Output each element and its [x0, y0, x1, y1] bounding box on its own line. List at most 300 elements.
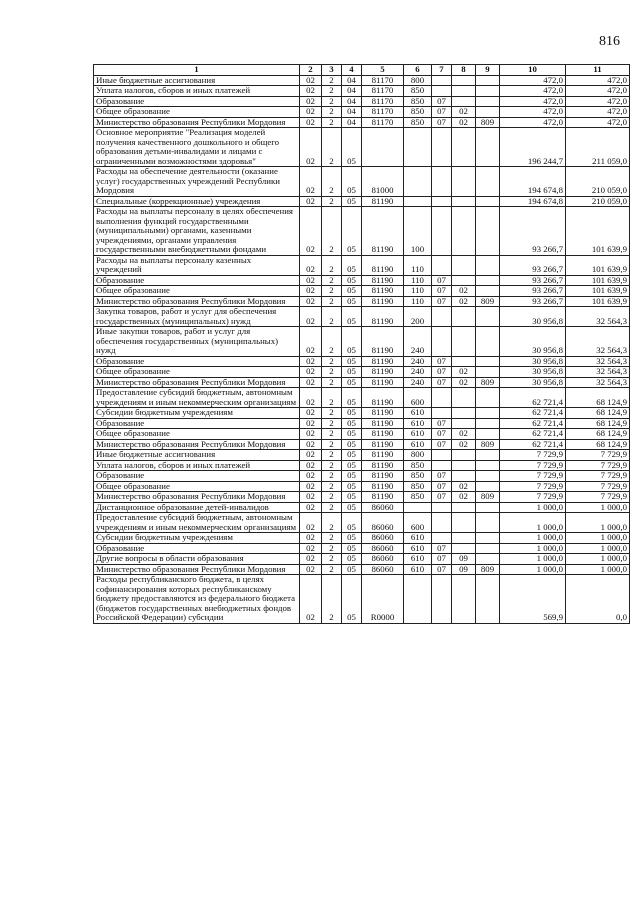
- code-csr-cell: 81170: [362, 96, 404, 107]
- row-name-cell: Иные закупки товаров, работ и услуг для обеспечения государственных (муниципальных) нужд: [94, 327, 300, 357]
- code-pp-cell: 2: [322, 543, 342, 554]
- row-name-cell: Расходы на обеспечение деятельности (оказание услуг) государственных учреждений Республики Мордовия: [94, 167, 300, 197]
- code-om-cell: 05: [342, 429, 362, 440]
- code-vr-cell: 610: [404, 418, 432, 429]
- code-grbs-cell: [476, 429, 500, 440]
- code-rz-cell: [432, 307, 452, 327]
- code-vr-cell: 100: [404, 207, 432, 256]
- code-csr-cell: 81170: [362, 86, 404, 97]
- code-pr-cell: [452, 327, 476, 357]
- code-csr-cell: 81190: [362, 286, 404, 297]
- table-row: [94, 471, 630, 482]
- code-vr-cell: 850: [404, 471, 432, 482]
- table-row: [94, 275, 630, 286]
- code-pr-cell: [452, 96, 476, 107]
- code-pr-cell: 02: [452, 107, 476, 118]
- page-number: 816: [599, 34, 620, 49]
- code-gp-cell: 02: [300, 286, 322, 297]
- code-pr-cell: [452, 196, 476, 207]
- amount-year-2-cell: 210 059,0: [566, 167, 630, 197]
- code-pr-cell: [452, 471, 476, 482]
- amount-year-1-cell: 472,0: [500, 75, 566, 86]
- code-rz-cell: [432, 255, 452, 275]
- table-row: [94, 377, 630, 388]
- table-row: [94, 117, 630, 128]
- row-name-cell: Образование: [94, 418, 300, 429]
- code-rz-cell: [432, 86, 452, 97]
- column-header: 4: [342, 65, 362, 76]
- amount-year-1-cell: 62 721,4: [500, 418, 566, 429]
- code-gp-cell: 02: [300, 502, 322, 513]
- code-grbs-cell: [476, 533, 500, 544]
- amount-year-1-cell: 7 729,9: [500, 481, 566, 492]
- amount-year-1-cell: 472,0: [500, 107, 566, 118]
- code-pr-cell: [452, 513, 476, 533]
- code-vr-cell: 110: [404, 275, 432, 286]
- code-grbs-cell: [476, 275, 500, 286]
- code-rz-cell: [432, 75, 452, 86]
- code-csr-cell: 81190: [362, 439, 404, 450]
- code-gp-cell: 02: [300, 327, 322, 357]
- code-vr-cell: 240: [404, 377, 432, 388]
- code-csr-cell: 81190: [362, 207, 404, 256]
- code-pp-cell: 2: [322, 564, 342, 575]
- code-csr-cell: 81190: [362, 418, 404, 429]
- table-row: [94, 96, 630, 107]
- code-grbs-cell: [476, 86, 500, 97]
- code-gp-cell: 02: [300, 388, 322, 408]
- code-vr-cell: 850: [404, 492, 432, 503]
- code-gp-cell: 02: [300, 275, 322, 286]
- code-pr-cell: 02: [452, 286, 476, 297]
- row-name-cell: Общее образование: [94, 286, 300, 297]
- code-pp-cell: 2: [322, 460, 342, 471]
- code-gp-cell: 02: [300, 356, 322, 367]
- code-gp-cell: 02: [300, 429, 322, 440]
- code-rz-cell: 07: [432, 554, 452, 565]
- amount-year-1-cell: 62 721,4: [500, 408, 566, 419]
- table-row: [94, 107, 630, 118]
- row-name-cell: Субсидии бюджетным учреждениям: [94, 408, 300, 419]
- code-csr-cell: 81190: [362, 367, 404, 378]
- code-om-cell: 05: [342, 554, 362, 565]
- code-gp-cell: 02: [300, 408, 322, 419]
- amount-year-2-cell: 7 729,9: [566, 492, 630, 503]
- code-pp-cell: 2: [322, 255, 342, 275]
- code-csr-cell: 81190: [362, 408, 404, 419]
- row-name-cell: Расходы на выплаты персоналу в целях обеспечения выполнения функций государственными (муниципальными) органами, казенными учреждениями, органами управления государственными внебюджетными фондами: [94, 207, 300, 256]
- column-header: 8: [452, 65, 476, 76]
- amount-year-2-cell: 68 124,9: [566, 388, 630, 408]
- row-name-cell: Образование: [94, 356, 300, 367]
- row-name-cell: Общее образование: [94, 481, 300, 492]
- code-om-cell: 04: [342, 117, 362, 128]
- table-row: [94, 502, 630, 513]
- amount-year-2-cell: 472,0: [566, 86, 630, 97]
- code-om-cell: 05: [342, 307, 362, 327]
- table-row: [94, 367, 630, 378]
- table-row: [94, 418, 630, 429]
- budget-table: [93, 64, 630, 624]
- code-rz-cell: 07: [432, 107, 452, 118]
- code-rz-cell: [432, 167, 452, 197]
- amount-year-1-cell: 1 000,0: [500, 543, 566, 554]
- code-vr-cell: 850: [404, 481, 432, 492]
- code-rz-cell: [432, 388, 452, 408]
- code-rz-cell: [432, 196, 452, 207]
- code-gp-cell: 02: [300, 492, 322, 503]
- code-grbs-cell: 809: [476, 377, 500, 388]
- amount-year-2-cell: 1 000,0: [566, 554, 630, 565]
- code-gp-cell: 02: [300, 450, 322, 461]
- code-pp-cell: 2: [322, 408, 342, 419]
- code-gp-cell: 02: [300, 128, 322, 167]
- code-pp-cell: 2: [322, 307, 342, 327]
- code-om-cell: 05: [342, 481, 362, 492]
- code-pr-cell: [452, 418, 476, 429]
- column-header: 6: [404, 65, 432, 76]
- table-row: [94, 408, 630, 419]
- code-pp-cell: 2: [322, 471, 342, 482]
- code-om-cell: 05: [342, 286, 362, 297]
- row-name-cell: Образование: [94, 96, 300, 107]
- code-om-cell: 04: [342, 96, 362, 107]
- code-grbs-cell: 809: [476, 564, 500, 575]
- code-vr-cell: 610: [404, 564, 432, 575]
- code-rz-cell: 07: [432, 377, 452, 388]
- code-pr-cell: 09: [452, 564, 476, 575]
- code-pr-cell: 09: [452, 554, 476, 565]
- table-row: [94, 460, 630, 471]
- code-pr-cell: [452, 543, 476, 554]
- code-grbs-cell: [476, 408, 500, 419]
- table-row: [94, 296, 630, 307]
- code-pr-cell: [452, 307, 476, 327]
- code-rz-cell: 07: [432, 439, 452, 450]
- code-om-cell: 05: [342, 167, 362, 197]
- code-grbs-cell: [476, 255, 500, 275]
- code-pr-cell: [452, 167, 476, 197]
- code-rz-cell: [432, 575, 452, 624]
- code-vr-cell: 610: [404, 439, 432, 450]
- amount-year-2-cell: 101 639,9: [566, 275, 630, 286]
- code-om-cell: 05: [342, 388, 362, 408]
- code-pp-cell: 2: [322, 450, 342, 461]
- code-pp-cell: 2: [322, 327, 342, 357]
- amount-year-2-cell: 1 000,0: [566, 533, 630, 544]
- code-csr-cell: 86060: [362, 543, 404, 554]
- table-row: [94, 327, 630, 357]
- column-header: 9: [476, 65, 500, 76]
- code-grbs-cell: [476, 356, 500, 367]
- table-row: [94, 429, 630, 440]
- column-header: 10: [500, 65, 566, 76]
- code-pp-cell: 2: [322, 96, 342, 107]
- table-row: [94, 207, 630, 256]
- code-rz-cell: 07: [432, 492, 452, 503]
- code-csr-cell: 81170: [362, 117, 404, 128]
- code-csr-cell: 81190: [362, 196, 404, 207]
- code-pp-cell: 2: [322, 388, 342, 408]
- table-row: [94, 554, 630, 565]
- code-rz-cell: [432, 450, 452, 461]
- code-pr-cell: [452, 533, 476, 544]
- code-pp-cell: 2: [322, 117, 342, 128]
- code-csr-cell: 81190: [362, 275, 404, 286]
- amount-year-2-cell: 1 000,0: [566, 564, 630, 575]
- amount-year-2-cell: 68 124,9: [566, 439, 630, 450]
- code-om-cell: 05: [342, 418, 362, 429]
- amount-year-1-cell: 1 000,0: [500, 564, 566, 575]
- amount-year-2-cell: 1 000,0: [566, 513, 630, 533]
- code-grbs-cell: [476, 502, 500, 513]
- amount-year-1-cell: 7 729,9: [500, 460, 566, 471]
- code-vr-cell: 200: [404, 307, 432, 327]
- code-om-cell: 05: [342, 255, 362, 275]
- code-pr-cell: 02: [452, 481, 476, 492]
- code-om-cell: 05: [342, 196, 362, 207]
- code-rz-cell: 07: [432, 481, 452, 492]
- code-rz-cell: 07: [432, 356, 452, 367]
- code-om-cell: 05: [342, 460, 362, 471]
- amount-year-1-cell: 1 000,0: [500, 513, 566, 533]
- row-name-cell: Иные бюджетные ассигнования: [94, 450, 300, 461]
- code-grbs-cell: [476, 307, 500, 327]
- amount-year-2-cell: 472,0: [566, 75, 630, 86]
- row-name-cell: Закупка товаров, работ и услуг для обеспечения государственных (муниципальных) нужд: [94, 307, 300, 327]
- column-header: 3: [322, 65, 342, 76]
- code-gp-cell: 02: [300, 117, 322, 128]
- row-name-cell: Уплата налогов, сборов и иных платежей: [94, 86, 300, 97]
- table-row: [94, 543, 630, 554]
- code-pr-cell: 02: [452, 117, 476, 128]
- code-rz-cell: 07: [432, 296, 452, 307]
- code-rz-cell: 07: [432, 543, 452, 554]
- code-om-cell: 05: [342, 439, 362, 450]
- code-om-cell: 05: [342, 450, 362, 461]
- code-pr-cell: [452, 575, 476, 624]
- code-gp-cell: 02: [300, 439, 322, 450]
- code-pp-cell: 2: [322, 107, 342, 118]
- code-pr-cell: [452, 502, 476, 513]
- code-pr-cell: [452, 275, 476, 286]
- code-vr-cell: 850: [404, 117, 432, 128]
- code-rz-cell: [432, 207, 452, 256]
- amount-year-1-cell: 30 956,8: [500, 356, 566, 367]
- code-rz-cell: 07: [432, 275, 452, 286]
- code-gp-cell: 02: [300, 554, 322, 565]
- code-om-cell: 05: [342, 377, 362, 388]
- amount-year-1-cell: 30 956,8: [500, 327, 566, 357]
- code-om-cell: 04: [342, 107, 362, 118]
- code-vr-cell: 800: [404, 450, 432, 461]
- table-row: [94, 450, 630, 461]
- amount-year-2-cell: 7 729,9: [566, 450, 630, 461]
- code-gp-cell: 02: [300, 377, 322, 388]
- code-pr-cell: 02: [452, 377, 476, 388]
- code-grbs-cell: [476, 327, 500, 357]
- code-vr-cell: 850: [404, 460, 432, 471]
- code-rz-cell: [432, 502, 452, 513]
- code-om-cell: 05: [342, 543, 362, 554]
- table-row: [94, 255, 630, 275]
- table-row: [94, 86, 630, 97]
- amount-year-1-cell: 93 266,7: [500, 207, 566, 256]
- code-pr-cell: [452, 450, 476, 461]
- code-pr-cell: [452, 255, 476, 275]
- code-rz-cell: 07: [432, 471, 452, 482]
- code-om-cell: 05: [342, 367, 362, 378]
- amount-year-2-cell: 0,0: [566, 575, 630, 624]
- code-csr-cell: 81190: [362, 471, 404, 482]
- table-row: [94, 75, 630, 86]
- row-name-cell: Министерство образования Республики Мордовия: [94, 377, 300, 388]
- row-name-cell: Образование: [94, 275, 300, 286]
- code-vr-cell: 240: [404, 327, 432, 357]
- amount-year-1-cell: 194 674,8: [500, 196, 566, 207]
- code-gp-cell: 02: [300, 367, 322, 378]
- table-row: [94, 533, 630, 544]
- code-csr-cell: 81190: [362, 429, 404, 440]
- amount-year-2-cell: 7 729,9: [566, 481, 630, 492]
- code-pp-cell: 2: [322, 167, 342, 197]
- code-csr-cell: 86060: [362, 513, 404, 533]
- code-rz-cell: 07: [432, 117, 452, 128]
- row-name-cell: Предоставление субсидий бюджетным, автономным учреждениям и иным некоммерческим организациям: [94, 513, 300, 533]
- code-gp-cell: 02: [300, 418, 322, 429]
- code-vr-cell: 110: [404, 255, 432, 275]
- table-header-row: [94, 65, 630, 76]
- code-vr-cell: 850: [404, 86, 432, 97]
- amount-year-1-cell: 472,0: [500, 96, 566, 107]
- code-grbs-cell: [476, 107, 500, 118]
- column-header: 7: [432, 65, 452, 76]
- code-rz-cell: [432, 128, 452, 167]
- code-gp-cell: 02: [300, 460, 322, 471]
- code-pr-cell: 02: [452, 296, 476, 307]
- code-csr-cell: 81190: [362, 255, 404, 275]
- amount-year-2-cell: 101 639,9: [566, 286, 630, 297]
- table-row: [94, 356, 630, 367]
- code-pp-cell: 2: [322, 367, 342, 378]
- amount-year-2-cell: 101 639,9: [566, 255, 630, 275]
- code-grbs-cell: [476, 75, 500, 86]
- code-vr-cell: [404, 502, 432, 513]
- code-om-cell: 05: [342, 564, 362, 575]
- code-rz-cell: 07: [432, 367, 452, 378]
- amount-year-1-cell: 30 956,8: [500, 367, 566, 378]
- amount-year-1-cell: 7 729,9: [500, 492, 566, 503]
- code-vr-cell: 800: [404, 75, 432, 86]
- table-row: [94, 286, 630, 297]
- amount-year-1-cell: 1 000,0: [500, 533, 566, 544]
- table-row: [94, 388, 630, 408]
- code-pr-cell: [452, 86, 476, 97]
- code-csr-cell: 81190: [362, 481, 404, 492]
- amount-year-1-cell: 1 000,0: [500, 502, 566, 513]
- code-pr-cell: 02: [452, 367, 476, 378]
- code-grbs-cell: 809: [476, 296, 500, 307]
- code-vr-cell: [404, 167, 432, 197]
- code-grbs-cell: [476, 460, 500, 471]
- code-pp-cell: 2: [322, 196, 342, 207]
- amount-year-2-cell: 68 124,9: [566, 429, 630, 440]
- amount-year-2-cell: 472,0: [566, 96, 630, 107]
- code-gp-cell: 02: [300, 167, 322, 197]
- code-pp-cell: 2: [322, 75, 342, 86]
- code-vr-cell: 610: [404, 429, 432, 440]
- code-grbs-cell: [476, 367, 500, 378]
- amount-year-2-cell: 7 729,9: [566, 460, 630, 471]
- row-name-cell: Иные бюджетные ассигнования: [94, 75, 300, 86]
- amount-year-1-cell: 62 721,4: [500, 388, 566, 408]
- table-row: [94, 167, 630, 197]
- code-csr-cell: 86060: [362, 533, 404, 544]
- code-csr-cell: 86060: [362, 564, 404, 575]
- code-csr-cell: 86060: [362, 554, 404, 565]
- amount-year-2-cell: 101 639,9: [566, 207, 630, 256]
- amount-year-2-cell: 68 124,9: [566, 408, 630, 419]
- code-grbs-cell: [476, 128, 500, 167]
- code-vr-cell: [404, 128, 432, 167]
- code-vr-cell: 850: [404, 107, 432, 118]
- code-csr-cell: 81190: [362, 356, 404, 367]
- row-name-cell: Расходы на выплаты персоналу казенных учреждений: [94, 255, 300, 275]
- row-name-cell: Министерство образования Республики Мордовия: [94, 117, 300, 128]
- code-pp-cell: 2: [322, 513, 342, 533]
- code-csr-cell: [362, 128, 404, 167]
- code-grbs-cell: [476, 418, 500, 429]
- code-om-cell: 05: [342, 207, 362, 256]
- amount-year-2-cell: 472,0: [566, 117, 630, 128]
- code-vr-cell: 110: [404, 286, 432, 297]
- amount-year-2-cell: 32 564,3: [566, 356, 630, 367]
- code-csr-cell: 81190: [362, 377, 404, 388]
- code-vr-cell: [404, 196, 432, 207]
- code-pp-cell: 2: [322, 418, 342, 429]
- row-name-cell: Образование: [94, 471, 300, 482]
- amount-year-1-cell: 472,0: [500, 86, 566, 97]
- amount-year-1-cell: 93 266,7: [500, 275, 566, 286]
- code-rz-cell: 07: [432, 564, 452, 575]
- code-pr-cell: 02: [452, 429, 476, 440]
- code-pp-cell: 2: [322, 502, 342, 513]
- code-gp-cell: 02: [300, 75, 322, 86]
- code-pp-cell: 2: [322, 429, 342, 440]
- row-name-cell: Общее образование: [94, 367, 300, 378]
- code-om-cell: 05: [342, 356, 362, 367]
- code-om-cell: 05: [342, 502, 362, 513]
- code-rz-cell: [432, 327, 452, 357]
- code-grbs-cell: 809: [476, 492, 500, 503]
- code-gp-cell: 02: [300, 575, 322, 624]
- column-header: 2: [300, 65, 322, 76]
- code-gp-cell: 02: [300, 207, 322, 256]
- code-om-cell: 05: [342, 327, 362, 357]
- code-gp-cell: 02: [300, 307, 322, 327]
- code-grbs-cell: [476, 481, 500, 492]
- amount-year-1-cell: 472,0: [500, 117, 566, 128]
- code-vr-cell: 240: [404, 356, 432, 367]
- code-pp-cell: 2: [322, 439, 342, 450]
- amount-year-1-cell: 1 000,0: [500, 554, 566, 565]
- code-rz-cell: 07: [432, 429, 452, 440]
- amount-year-1-cell: 569,9: [500, 575, 566, 624]
- code-grbs-cell: 809: [476, 439, 500, 450]
- code-gp-cell: 02: [300, 296, 322, 307]
- row-name-cell: Другие вопросы в области образования: [94, 554, 300, 565]
- amount-year-2-cell: 1 000,0: [566, 543, 630, 554]
